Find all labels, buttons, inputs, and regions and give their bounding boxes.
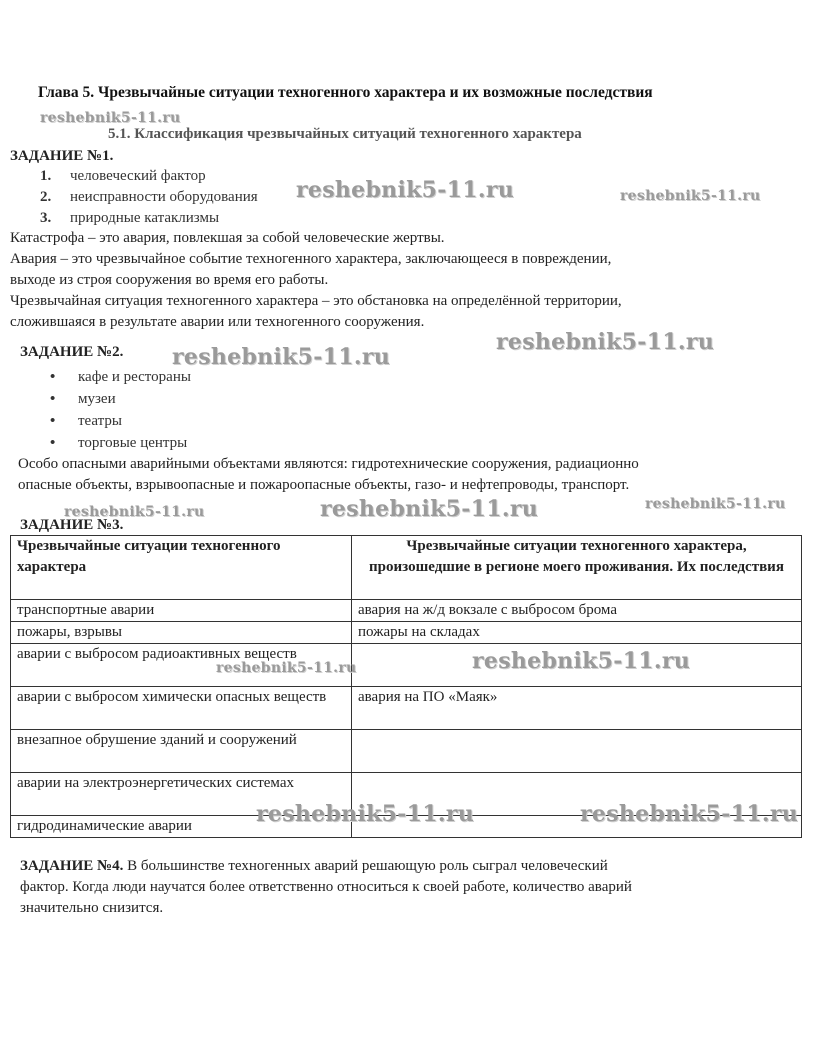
task2-line: опасные объекты, взрывоопасные и пожароопасные объекты, газо- и нефтепроводы, транспорт. [18, 477, 630, 493]
section-title: 5.1. Классификация чрезвычайных ситуаций техногенного характера [108, 126, 582, 142]
task4-line: ЗАДАНИЕ №4. В большинстве техногенных аварий решающую роль сыграл человеческий [20, 858, 608, 874]
chapter-title: Глава 5. Чрезвычайные ситуации техногенного характера и их возможные последствия [38, 84, 653, 101]
table-row [11, 622, 802, 644]
table-cell: авария на ПО «Маяк» [352, 687, 802, 730]
task3-table [10, 535, 802, 838]
task2-line: Особо опасными аварийными объектами являются: гидротехнические сооружения, радиационно [18, 456, 639, 472]
table-cell: внезапное обрушение зданий и сооружений [11, 730, 352, 773]
task1-line: Авария – это чрезвычайное событие техногенного характера, заключающееся в повреждении, [10, 251, 612, 267]
task2-heading: ЗАДАНИЕ №2. [20, 344, 124, 360]
table-cell: пожары, взрывы [11, 622, 352, 644]
table-cell: аварии на электроэнергетических системах [11, 773, 352, 816]
table-cell [352, 730, 802, 773]
table-cell: авария на ж/д вокзале с выбросом брома [352, 600, 802, 622]
bullet: • [50, 413, 56, 429]
table-cell: пожары на складах [352, 622, 802, 644]
watermark: reshebnik5-11.ru [172, 344, 391, 370]
task3-heading: ЗАДАНИЕ №3. [20, 517, 124, 533]
watermark: reshebnik5-11.ru [40, 110, 181, 126]
list-item: • торговые центры [50, 432, 191, 454]
list-item: 2. неисправности оборудования [40, 189, 258, 205]
watermark: reshebnik5-11.ru [620, 188, 761, 204]
watermark: reshebnik5-11.ru [320, 496, 539, 522]
list-item: • кафе и рестораны [50, 366, 191, 388]
watermark: reshebnik5-11.ru [496, 329, 715, 355]
table-header-row [11, 536, 802, 600]
watermark: reshebnik5-11.ru [216, 660, 357, 676]
task1-line: сложившаяся в результате аварии или техногенного сооружения. [10, 314, 425, 330]
watermark: reshebnik5-11.ru [472, 648, 691, 674]
column-header: Чрезвычайные ситуации техногенного характера, произошедшие в регионе моего проживания. Их последствия [352, 536, 802, 600]
task4-line: фактор. Когда люди научатся более ответственно относиться к своей работе, количество аварий [20, 879, 632, 895]
column-header: Чрезвычайные ситуации техногенного характера [11, 536, 352, 600]
watermark: reshebnik5-11.ru [580, 801, 799, 827]
task4-line: значительно снизится. [20, 900, 164, 916]
watermark: reshebnik5-11.ru [256, 801, 475, 827]
list-item: 1. человеческий фактор [40, 168, 206, 184]
task1-list [40, 166, 258, 229]
task1-heading: ЗАДАНИЕ №1. [10, 148, 114, 164]
watermark: reshebnik5-11.ru [64, 504, 205, 520]
table-cell: транспортные аварии [11, 600, 352, 622]
bullet: • [50, 369, 56, 385]
list-item: 3. природные катаклизмы [40, 210, 220, 226]
task1-line: Чрезвычайная ситуация техногенного характера – это обстановка на определённой территории, [10, 293, 622, 309]
task4-heading: ЗАДАНИЕ №4. [20, 858, 124, 874]
list-item: • музеи [50, 388, 191, 410]
table-cell: гидродинамические аварии [11, 816, 352, 838]
task2-list [50, 366, 191, 454]
table-cell: аварии с выбросом радиоактивных веществ [11, 644, 352, 687]
bullet: • [50, 435, 56, 451]
watermark: reshebnik5-11.ru [296, 177, 515, 203]
bullet: • [50, 391, 56, 407]
table-row [11, 687, 802, 730]
table-cell: аварии с выбросом химически опасных веществ [11, 687, 352, 730]
task1-line: выходе из строя сооружения во время его работы. [10, 272, 329, 288]
watermark: reshebnik5-11.ru [645, 496, 786, 512]
table-row [11, 730, 802, 773]
task1-line: Катастрофа – это авария, повлекшая за собой человеческие жертвы. [10, 230, 445, 246]
table-row [11, 600, 802, 622]
list-item: • театры [50, 410, 191, 432]
